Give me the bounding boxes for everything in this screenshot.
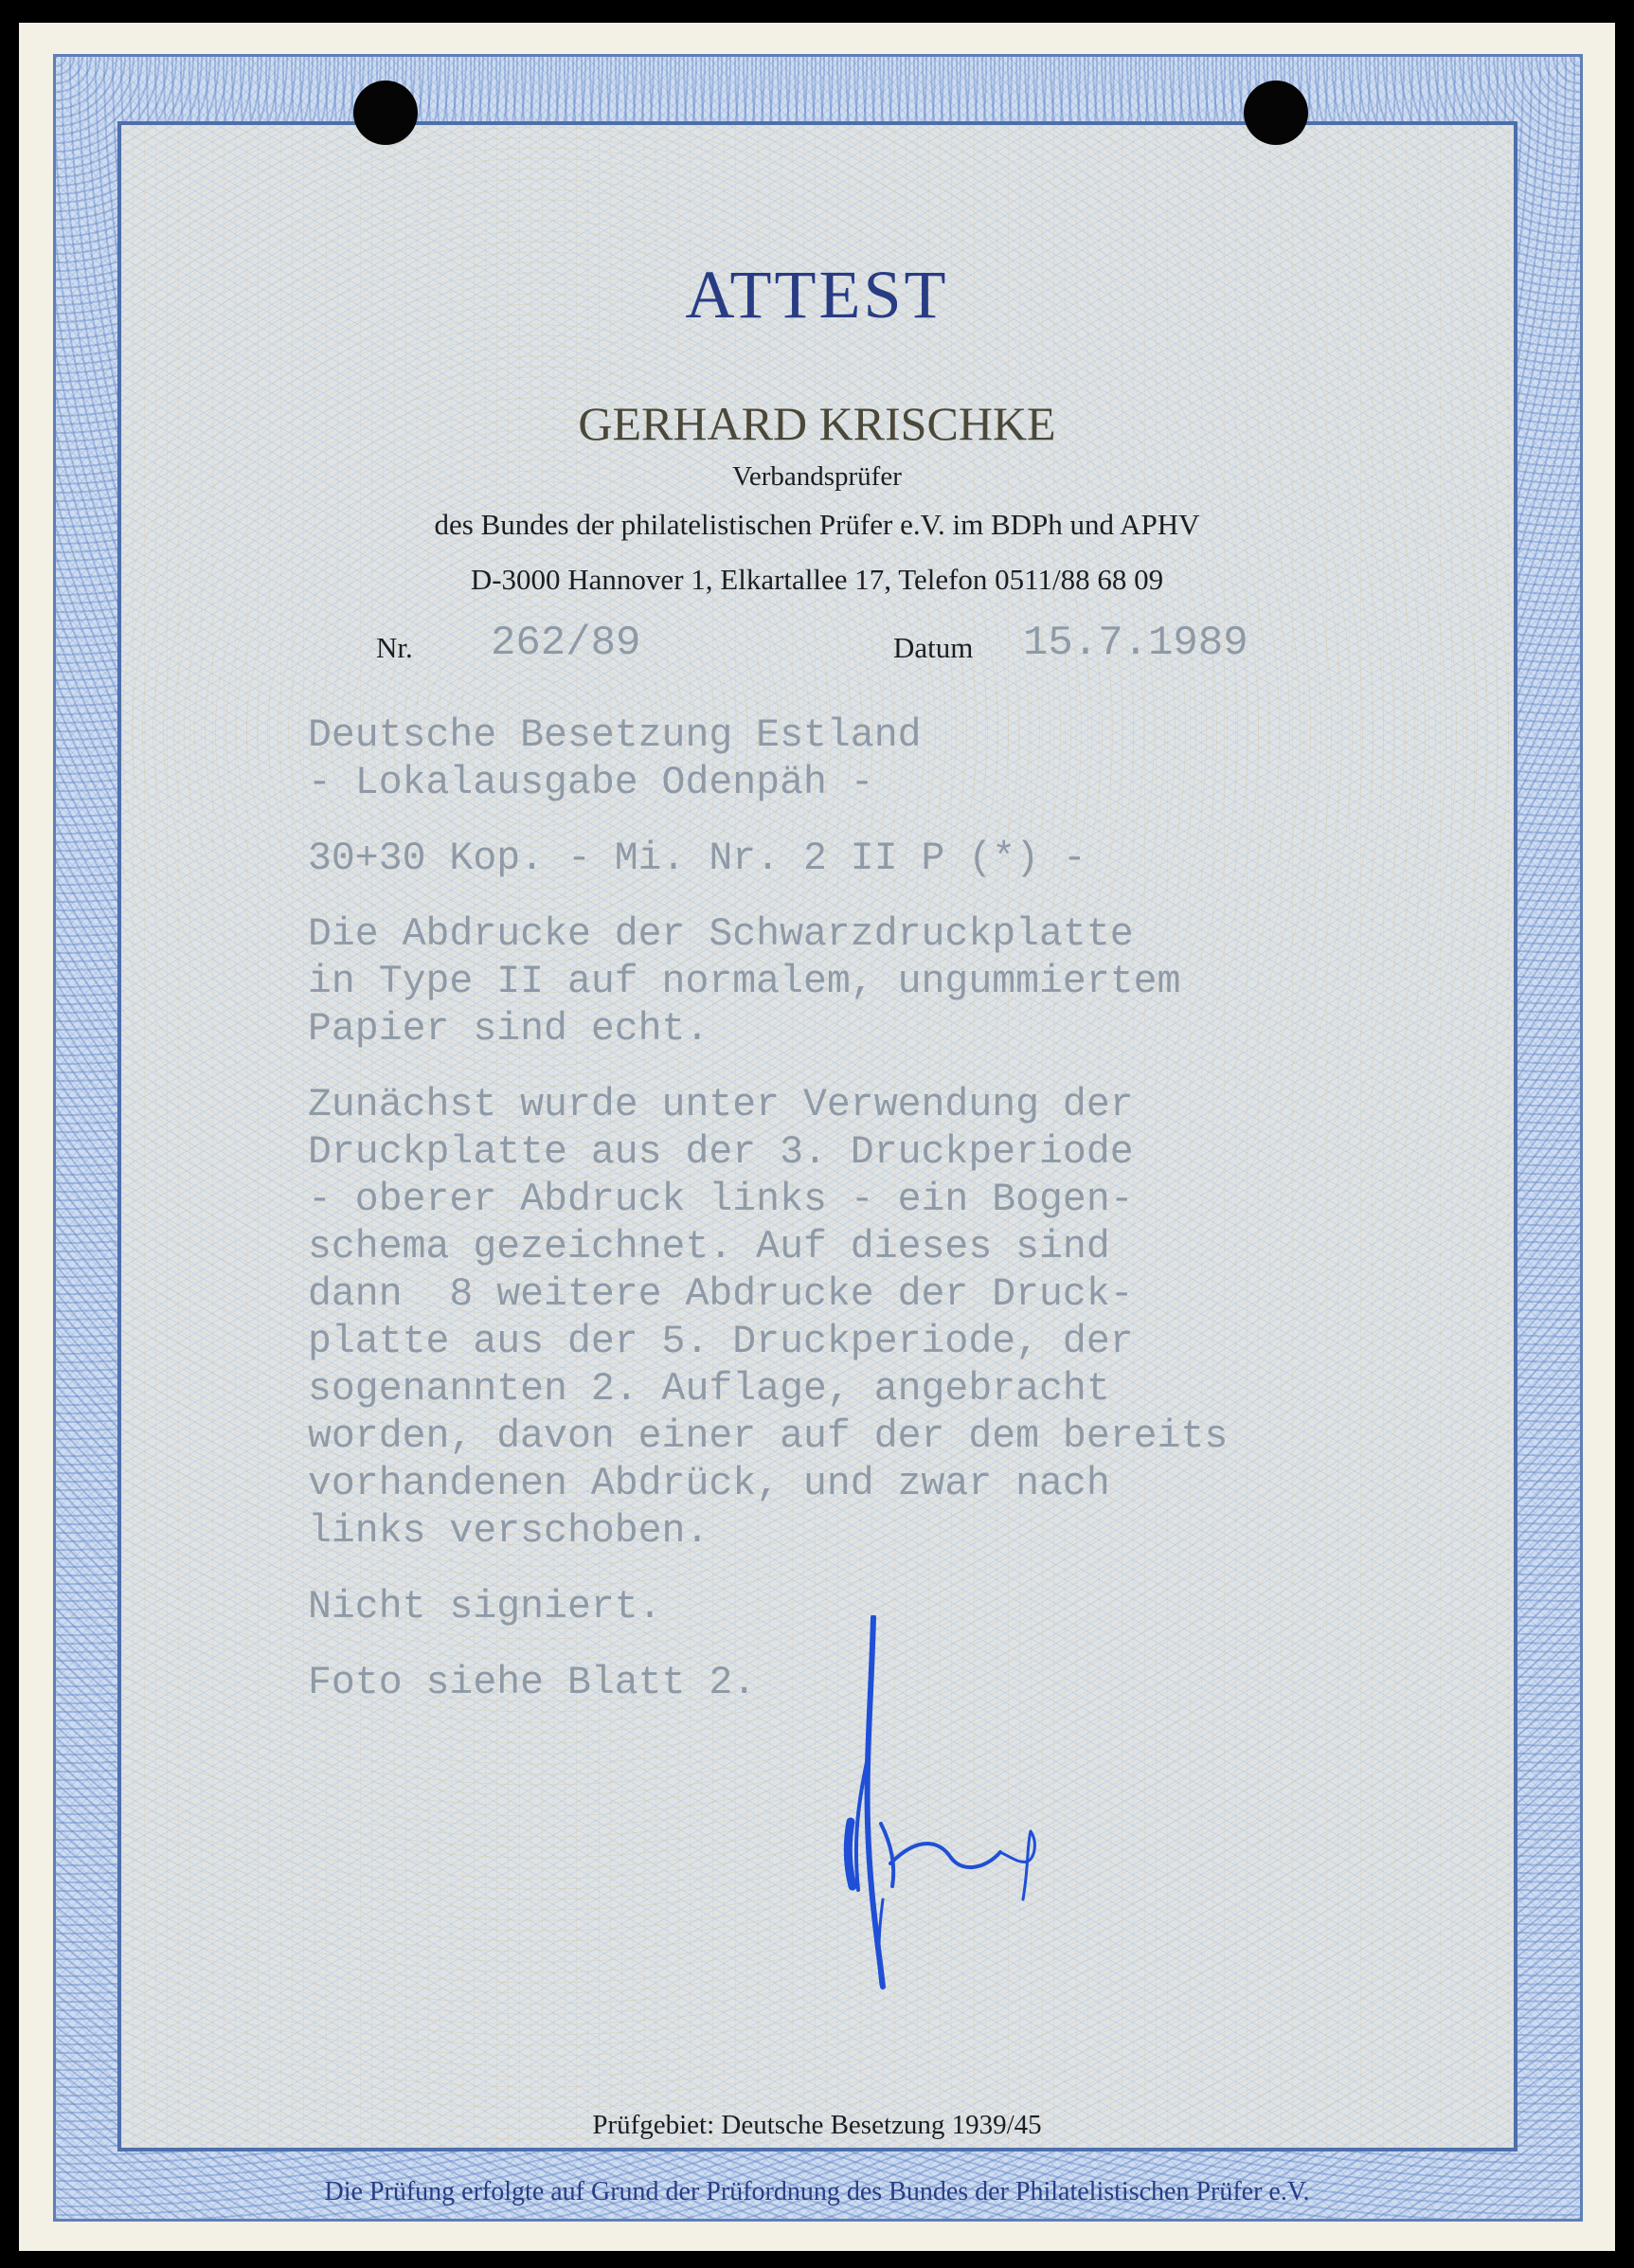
body-line: Nicht signiert.: [308, 1585, 662, 1629]
footer-note: Die Prüfung erfolgte auf Grund der Prüfordnung des Bundes der Philatelistischen Prüfer e.V.: [324, 2177, 1310, 2206]
body-line: Zunächst wurde unter Verwendung der: [308, 1083, 1134, 1127]
body-line: Foto siehe Blatt 2.: [308, 1661, 757, 1705]
body-line: 30+30 Kop. - Mi. Nr. 2 II P (*) -: [308, 837, 1086, 881]
examiner-role: Verbandsprüfer: [732, 461, 902, 492]
body-line: - oberer Abdruck links - ein Bogen-: [308, 1178, 1134, 1222]
body-line: Deutsche Besetzung Estland: [308, 713, 922, 758]
body-line: Druckplatte aus der 3. Druckperiode: [308, 1130, 1134, 1175]
date-label: Datum: [893, 631, 974, 664]
body-line: platte aus der 5. Druckperiode, der: [308, 1320, 1134, 1364]
date-value: 15.7.1989: [1023, 620, 1248, 667]
body-line: worden, davon einer auf der dem bereits: [308, 1414, 1229, 1459]
body-line: - Lokalausgabe Odenpäh -: [308, 761, 874, 805]
body-line: Papier sind echt.: [308, 1007, 709, 1052]
examination-area: Prüfgebiet: Deutsche Besetzung 1939/45: [592, 2110, 1042, 2140]
nr-label: Nr.: [376, 631, 413, 664]
punch-hole-left: [353, 81, 418, 145]
body-line: links verschoben.: [308, 1509, 709, 1554]
examiner-name: GERHARD KRISCHKE: [578, 397, 1056, 450]
association-line: des Bundes der philatelistischen Prüfer e.V. im BDPh und APHV: [434, 508, 1200, 541]
body-line: dann 8 weitere Abdrucke der Druck-: [308, 1272, 1134, 1317]
body-line: sogenannten 2. Auflage, angebracht: [308, 1367, 1110, 1412]
body-line: vorhandenen Abdrück, und zwar nach: [308, 1462, 1110, 1506]
body-line: in Type II auf normalem, ungummiertem: [308, 960, 1181, 1004]
certificate-title: ATTEST: [685, 257, 949, 333]
body-line: Die Abdrucke der Schwarzdruckplatte: [308, 912, 1134, 957]
certificate-body: [308, 712, 1228, 1707]
handwritten-signature: [834, 1615, 1080, 1994]
address-line: D-3000 Hannover 1, Elkartallee 17, Telefon 0511/88 68 09: [470, 563, 1164, 596]
nr-value: 262/89: [491, 620, 641, 667]
punch-hole-right: [1244, 81, 1308, 145]
body-line: schema gezeichnet. Auf dieses sind: [308, 1225, 1110, 1269]
